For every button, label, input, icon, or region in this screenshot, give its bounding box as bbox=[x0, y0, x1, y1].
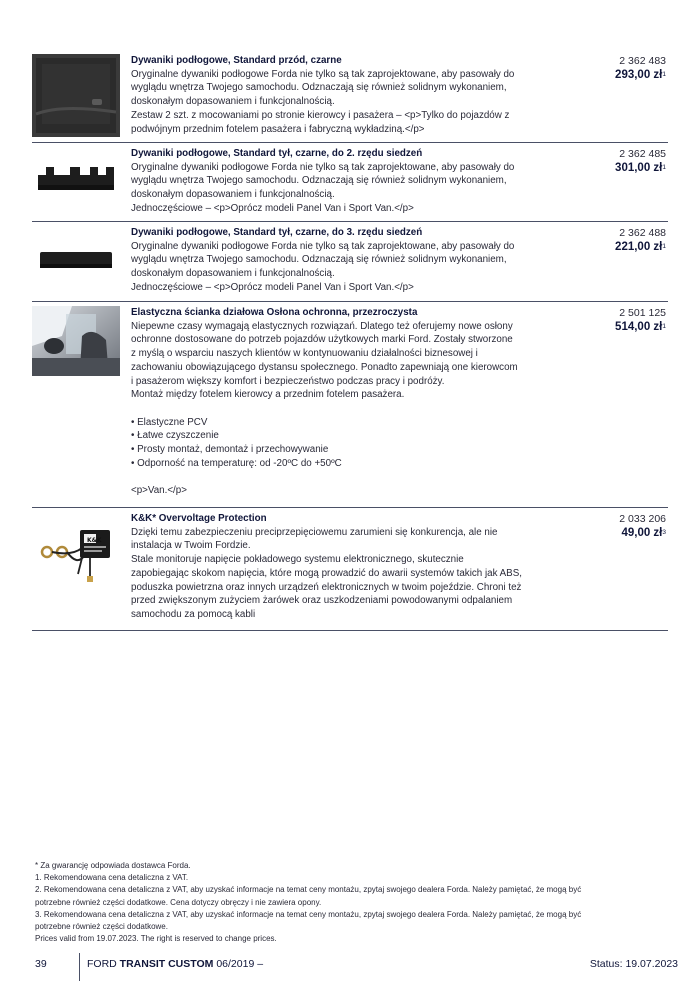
overvoltage-protector-photo bbox=[32, 512, 120, 578]
floor-mat-rear-row3-photo bbox=[32, 226, 120, 292]
part-number: 2 033 206 bbox=[619, 513, 666, 525]
price-value: 49,00 zł bbox=[621, 527, 663, 539]
price bbox=[615, 161, 666, 176]
footnote: potrzebne również części dodatkowe. bbox=[35, 922, 168, 932]
product-description-line: poduszka powietrzna oraz innych urządzeń elektronicznych w twoim pojeździe. Chroni też bbox=[131, 581, 522, 593]
price-block bbox=[615, 226, 666, 255]
product-description-line: doskonałym dopasowaniem i funkcjonalnością. bbox=[131, 96, 335, 108]
product-title: Dywaniki podłogowe, Standard tył, czarne, do 2. rzędu siedzeń bbox=[131, 148, 423, 159]
product-description-line: z myślą o wsparciu naszych klientów w kontynuowaniu działalności biznesowej i bbox=[131, 348, 478, 360]
price-value: 293,00 zł bbox=[615, 69, 663, 81]
product-description-line: Dzięki temu zabezpieczeniu preciprzepięciowemu zarumieni się konkurencja, ale nie bbox=[131, 526, 498, 538]
price-block bbox=[615, 54, 666, 83]
product-description-line: podwójnym przednim fotelem pasażera i fabryczną wykładziną.</p> bbox=[131, 123, 425, 135]
page-footer bbox=[35, 953, 678, 981]
product-description-line: samochodu za pomocą kabli bbox=[131, 608, 256, 620]
part-number: 2 362 483 bbox=[619, 55, 666, 67]
feature-bullet: • Odporność na temperaturę: od -20ºC do +50ºC bbox=[131, 457, 342, 469]
brand-line bbox=[87, 958, 263, 970]
product-list bbox=[32, 50, 668, 631]
feature-bullet: • Prosty montaż, demontaż i przechowywanie bbox=[131, 444, 329, 456]
price-block bbox=[615, 306, 666, 335]
price-value: 221,00 zł bbox=[615, 241, 663, 253]
floor-mat-rear-row2-photo bbox=[32, 147, 120, 213]
product-description-line: Montaż między fotelem kierowcy a przednim fotelem pasażera. bbox=[131, 389, 405, 401]
price bbox=[615, 240, 666, 255]
product-row bbox=[32, 222, 668, 302]
feature-bullet: • Łatwe czyszczenie bbox=[131, 430, 219, 442]
blank-line bbox=[131, 402, 571, 416]
product-description-line: i pasażerom większy komfort i bezpieczeństwo podczas pracy i podróży. bbox=[131, 375, 445, 387]
product-title: K&K* Overvoltage Protection bbox=[131, 513, 267, 524]
product-description-line: wyglądu wnętrza Twojego samochodu. Odznaczają się również solidnym wykonaniem, bbox=[131, 254, 507, 266]
product-row bbox=[32, 50, 668, 143]
product-description-line: wyglądu wnętrza Twojego samochodu. Odznaczają się również solidnym wykonaniem, bbox=[131, 82, 507, 94]
product-description-line: wyglądu wnętrza Twojego samochodu. Odznaczają się również solidnym wykonaniem, bbox=[131, 175, 507, 187]
footnote: 1. Rekomendowana cena detaliczna z VAT. bbox=[35, 873, 189, 883]
svg-text:K&K: K&K bbox=[87, 537, 102, 544]
part-number: 2 501 125 bbox=[619, 307, 666, 319]
model-name: TRANSIT CUSTOM bbox=[119, 958, 214, 970]
floor-mat-front-photo bbox=[32, 54, 120, 120]
part-number: 2 362 488 bbox=[619, 227, 666, 239]
product-description-line: doskonałym dopasowaniem i funkcjonalnością. bbox=[131, 268, 335, 280]
price-footnote-ref: 3 bbox=[662, 529, 666, 536]
footer-divider bbox=[79, 953, 80, 981]
protective-screen-photo bbox=[32, 306, 120, 372]
price bbox=[619, 526, 666, 541]
brand-name: FORD bbox=[87, 958, 117, 970]
part-number: 2 362 485 bbox=[619, 148, 666, 160]
product-description-line: zapobiegając skokom napięcia, które mogą prowadzić do awarii systemów takich jak ABS, bbox=[131, 567, 522, 579]
product-description-line: Oryginalne dywaniki podłogowe Forda nie tylko są tak zaprojektowane, aby pasowały do bbox=[131, 68, 515, 80]
product-description-line: <p>Van.</p> bbox=[131, 485, 187, 497]
status-date: Status: 19.07.2023 bbox=[589, 958, 678, 970]
feature-bullet: • Elastyczne PCV bbox=[131, 416, 208, 428]
edition: 06/2019 – bbox=[216, 958, 264, 970]
price-footnote-ref: 1 bbox=[662, 71, 666, 78]
product-description-line: Jednoczęściowe – <p>Oprócz modeli Panel Van i Sport Van.</p> bbox=[131, 281, 414, 293]
page-number: 39 bbox=[35, 958, 47, 970]
price-footnote-ref: 1 bbox=[662, 164, 666, 171]
product-description-line: ochronne dostosowane do potrzeb pojazdów użytkowych marki Ford. Zostały stworzone bbox=[131, 334, 513, 346]
footnote: 2. Rekomendowana cena detaliczna z VAT, aby uzyskać informacje na temat ceny montażu, zpytaj swojego dealera Forda. Należy pamiętać, że mogą być bbox=[35, 885, 582, 895]
product-row bbox=[32, 302, 668, 508]
product-description-line: Zestaw 2 szt. z mocowaniami po stronie kierowcy i pasażera – <p>Tylko do pojazdów z bbox=[131, 109, 510, 121]
product-description-line: Oryginalne dywaniki podłogowe Forda nie tylko są tak zaprojektowane, aby pasowały do bbox=[131, 240, 515, 252]
price bbox=[615, 68, 666, 83]
product-description-line: przed zwiększonym zużyciem żarówek oraz uszkodzeniami powodowanymi odpalaniem bbox=[131, 595, 513, 607]
price-value: 301,00 zł bbox=[615, 162, 663, 174]
price-footnote-ref: 1 bbox=[662, 323, 666, 330]
price-block bbox=[615, 147, 666, 176]
product-description-line: doskonałym dopasowaniem i funkcjonalnością. bbox=[131, 189, 335, 201]
product-title: Dywaniki podłogowe, Standard tył, czarne, do 3. rzędu siedzeń bbox=[131, 227, 423, 238]
price bbox=[615, 320, 666, 335]
product-description-line: Jednoczęściowe – <p>Oprócz modeli Panel Van i Sport Van.</p> bbox=[131, 202, 414, 214]
product-description-line: Stale monitoruje napięcie pokładowego systemu elektronicznego, skutecznie bbox=[131, 554, 464, 566]
price-footnote-ref: 1 bbox=[662, 243, 666, 250]
footnotes bbox=[35, 860, 675, 945]
product-title: Dywaniki podłogowe, Standard przód, czarne bbox=[131, 55, 342, 66]
footnote: Prices valid from 19.07.2023. The right is reserved to change prices. bbox=[35, 934, 277, 944]
footnote: 3. Rekomendowana cena detaliczna z VAT, aby uzyskać informacje na temat ceny montażu, zpytaj swojego dealera Forda. Należy pamiętać, że mogą być bbox=[35, 909, 582, 919]
product-description-line: Niepewne czasy wymagają elastycznych rozwiązań. Dlatego też oferujemy nowe osłony bbox=[131, 320, 513, 332]
footnote: potrzebne również części dodatkowe. Cena dotyczy obręczy i nie zawiera opony. bbox=[35, 897, 322, 907]
product-description-line: Oryginalne dywaniki podłogowe Forda nie tylko są tak zaprojektowane, aby pasowały do bbox=[131, 161, 515, 173]
product-row bbox=[32, 143, 668, 222]
product-title: Elastyczna ścianka działowa Osłona ochronna, przezroczysta bbox=[131, 307, 418, 318]
price-block bbox=[619, 512, 666, 541]
product-description-line: zachowaniu obowiązującego dystansu społecznego. Ponadto zapewniają one kierowcom bbox=[131, 361, 518, 373]
blank-line bbox=[131, 470, 571, 484]
product-row bbox=[32, 508, 668, 631]
footnote: * Za gwarancję odpowiada dostawca Forda. bbox=[35, 861, 191, 870]
price-value: 514,00 zł bbox=[615, 321, 663, 333]
product-description-line: instalacja w Twoim Fordzie. bbox=[131, 540, 251, 552]
